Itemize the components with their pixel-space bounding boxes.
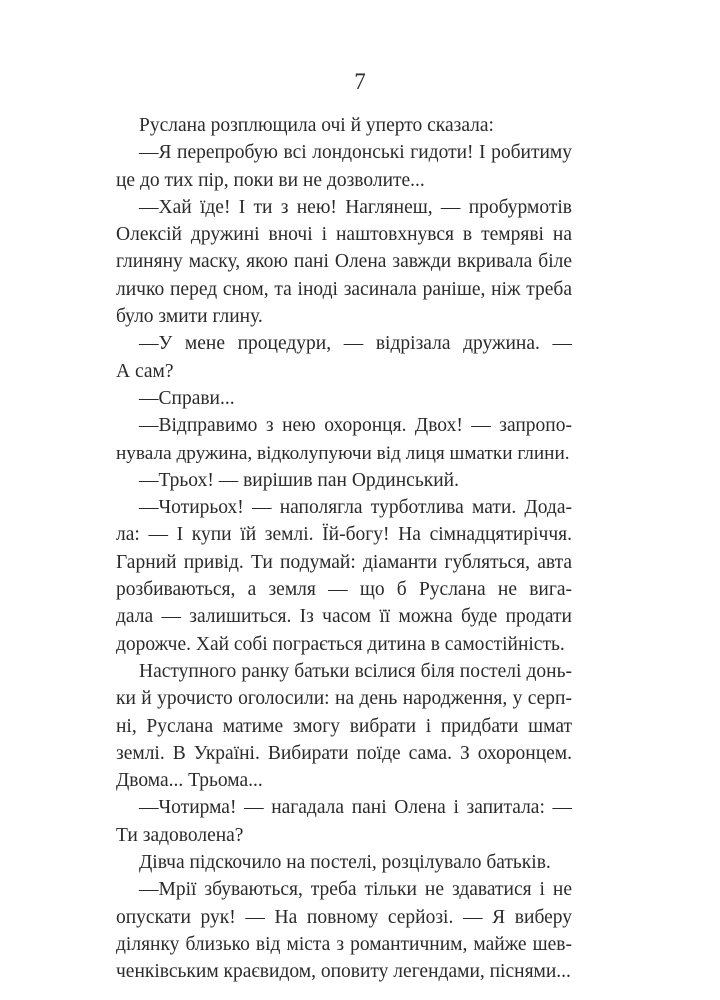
text-line: —Чотирма! — нагадала пані Олена і запитала: — <box>139 797 572 819</box>
text-line: ні, Руслана матиме змогу вибрати і придбати шмат <box>116 715 572 737</box>
text-line: ченківським краєвидом, оповиту легендами, піснями... <box>116 961 571 983</box>
text-line: ла: — І купи їй землі. Їй-богу! На сімнадцятиріччя. <box>116 524 572 546</box>
text-line: ки й урочисто оголосили: на день народження, у серп- <box>116 688 572 710</box>
text-line: ділянку близько від міста з романтичним, майже шев- <box>116 933 572 955</box>
text-line: дала — залишиться. Із часом її можна буде продати <box>116 606 572 628</box>
text-line: —Відправимо з нею охоронця. Двох! — запропо- <box>139 415 572 437</box>
text-line: —Мрії збуваються, треба тільки не здаватися і не <box>139 879 572 901</box>
text-line: нувала дружина, відколупуючи від лиця шматки глини. <box>116 442 570 464</box>
text-line: Ти задоволена? <box>116 824 244 846</box>
text-line: розбиваються, а земля — що б Руслана не вига- <box>116 579 572 601</box>
text-line: дорожче. Хай собі пограється дитина в самостійність. <box>116 633 565 655</box>
text-line: А сам? <box>116 360 174 382</box>
text-line: —У мене процедури, — відрізала дружина. — <box>139 333 572 355</box>
page-number: 7 <box>354 69 366 94</box>
body-text <box>116 112 572 986</box>
text-line: —Трьох! — вирішив пан Ординський. <box>139 469 459 491</box>
text-line: —Справи... <box>139 387 235 409</box>
text-line: це до тих пір, поки ви не дозволите... <box>116 169 425 191</box>
text-line: —Хай їде! І ти з нею! Наглянеш, — пробурмотів <box>139 196 572 218</box>
text-line: —Я перепробую всі лондонські гидоти! І робитиму <box>139 142 572 164</box>
text-line: Гарний привід. Ти подумай: діаманти губляться, авта <box>116 551 572 573</box>
text-line: Двома... Трьома... <box>116 770 263 792</box>
text-line: личко перед сном, та іноді засинала раніше, ніж треба <box>116 278 572 300</box>
text-line: Наступного ранку батьки всілися біля постелі донь- <box>139 660 572 682</box>
text-line: опускати рук! — На повному серйозі. — Я виберу <box>116 906 572 928</box>
text-line: Дівча підскочило на постелі, розцілувало батьків. <box>139 852 551 874</box>
text-line: Олексій дружині вночі і наштовхнувся в темряві на <box>116 224 572 246</box>
text-line: глиняну маску, якою пані Олена завжди вкривала біле <box>116 251 572 273</box>
text-line: Руслана розплющила очі й уперто сказала: <box>139 115 494 136</box>
text-line: землі. В Україні. Вибирати поїде сама. З охоронцем. <box>116 742 572 764</box>
text-line: було змити глину. <box>116 306 263 328</box>
text-line: —Чотирьох! — наполягла турботлива мати. Дода- <box>139 497 572 519</box>
